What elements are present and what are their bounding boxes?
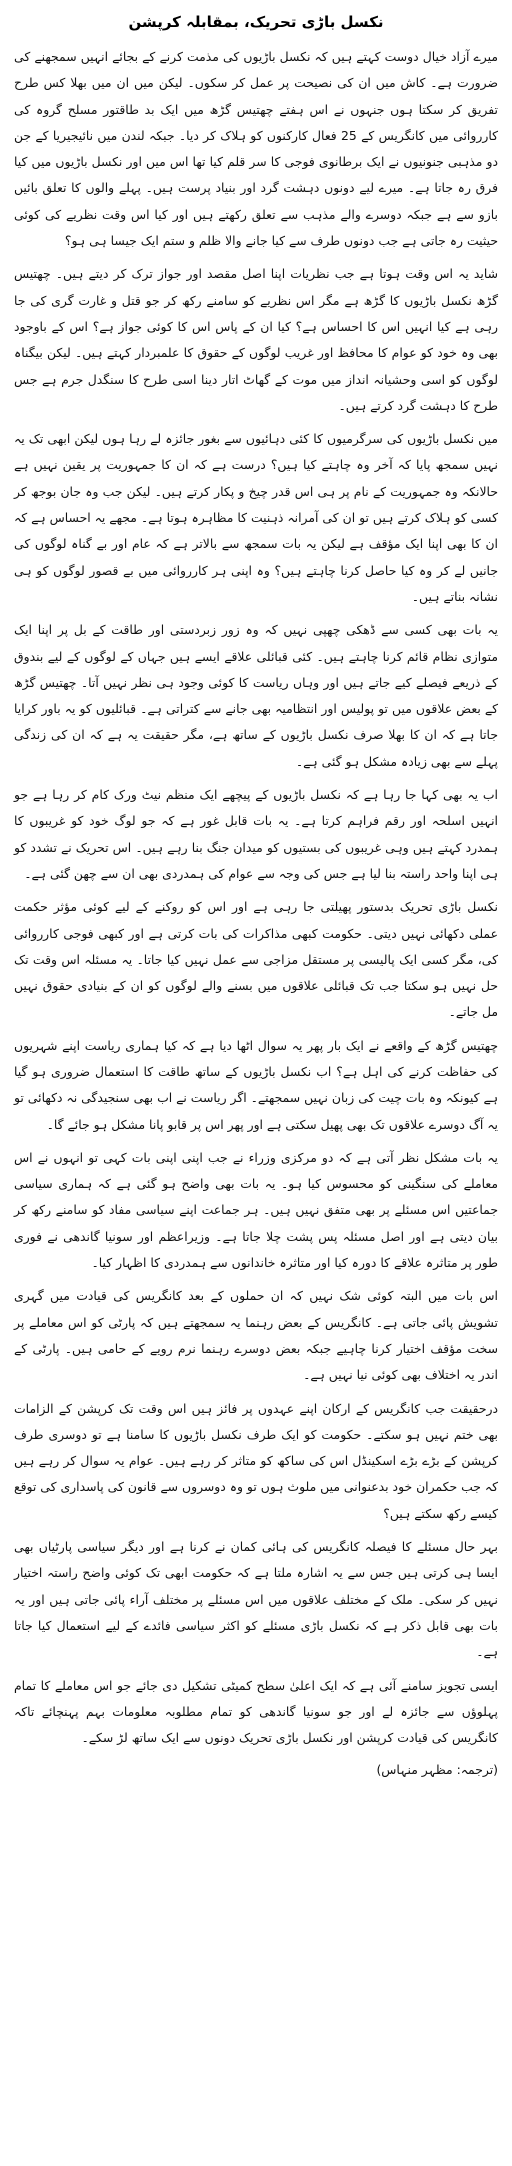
paragraph-6: نکسل باڑی تحریک بدستور پھیلتی جا رہی ہے اور اس کو روکنے کے لیے کوئی مؤثر حکمت عملی دکھائی نہیں دیتی۔ حکومت کبھی مذاکرات کی بات کرتی ہے اور کبھی فوجی کارروائی کی، مگر کسی ایک پالیسی پر مستقل مزاجی سے عمل نہیں کیا جاتا۔ یہ مسئلہ اس وقت تک حل نہیں ہو سکتا جب تک قبائلی علاقوں میں بسنے والے لوگوں کو ان کے بنیادی حقوق نہیں مل جاتے۔ — [14, 899, 498, 1020]
paragraph-3: میں نکسل باڑیوں کی سرگرمیوں کا کئی دہائیوں سے بغور جائزہ لے رہا ہوں لیکن ابھی تک یہ نہیں سمجھ پایا کہ آخر وہ چاہتے کیا ہیں؟ درست ہے کہ ان کا جمہوریت پر یقین نہیں ہے حالانکہ وہ جمہوریت کے نام پر ہی اس قدر چیخ و پکار کرتے ہیں۔ لیکن جب وہ جان بوجھ کر کسی کو ہلاک کرتے ہیں تو ان کی آمرانہ ذہنیت کا مظاہرہ ہوتا ہے۔ مجھے یہ احساس ہے کہ ان کا بھی اپنا ایک مؤقف ہے لیکن یہ بات سمجھ سے بالاتر ہے کہ عام اور بے گناہ لوگوں کی جانیں لے کر وہ کیا حاصل کرنا چاہتے ہیں؟ وہ اپنی ہر کارروائی میں بے قصور لوگوں کو ہی نشانہ بناتے ہیں۔ — [14, 431, 498, 604]
paragraph-12: ایسی تجویز سامنے آئی ہے کہ ایک اعلیٰ سطح کمیٹی تشکیل دی جائے جو اس معاملے کا تمام پہلوؤں سے جائزہ لے اور جو سونیا گاندھی کو تمام مطلوبہ معلومات بہم پہنچائے تاکہ کانگریس کی قیادت کرپشن اور نکسل باڑی تحریک دونوں سے ایک ساتھ لڑ سکے۔ — [14, 1677, 498, 1746]
translator-credit: (ترجمہ: مظہر منہاس) — [376, 1762, 498, 1778]
paragraph-7: چھتیس گڑھ کے واقعے نے ایک بار پھر یہ سوال اٹھا دیا ہے کہ کیا ہماری ریاست اپنے شہریوں کی حفاظت کرنے کی اہل ہے؟ اب نکسل باڑیوں کے ساتھ طاقت کا استعمال ضروری ہو گیا ہے کیونکہ وہ بات چیت کی زبان نہیں سمجھتے۔ اگر ریاست نے اب بھی سنجیدگی نہ دکھائی تو یہ آگ دوسرے علاقوں تک بھی پھیل سکتی ہے اور پھر اس پر قابو پانا مشکل ہو جائے گا۔ — [14, 1037, 498, 1132]
article-title: نکسل باڑی تحریک، بمقابلہ کرپشن — [128, 13, 384, 31]
paragraph-8: یہ بات مشکل نظر آتی ہے کہ دو مرکزی وزراء نے جب اپنی اپنی بات کہی تو انہوں نے اس معاملے کی سنگینی کو محسوس کیا ہو۔ یہ بات بھی واضح ہو گئی ہے کہ ہماری سیاسی جماعتیں اس مسئلے پر بھی متفق نہیں ہیں۔ ہر جماعت اپنے سیاسی مفاد کو سامنے رکھ کر بیان دیتی ہے اور اصل مسئلہ پس پشت چلا جاتا ہے۔ وزیراعظم اور سونیا گاندھی نے فوری طور پر متاثرہ علاقے کا دورہ کیا اور متاثرہ خاندانوں سے ہمدردی کا اظہار کیا۔ — [14, 1149, 498, 1271]
paragraph-11: بہر حال مسئلے کا فیصلہ کانگریس کی ہائی کمان نے کرنا ہے اور دیگر سیاسی پارٹیاں بھی ایسا ہی کرتی ہیں جس سے یہ اشارہ ملتا ہے کہ حکومت ابھی تک کوئی واضح راستہ اختیار نہیں کر سکی۔ ملک کے مختلف علاقوں میں اس مسئلے پر مختلف آراء پائی جاتی ہیں اور یہ بات بھی قابل ذکر ہے کہ نکسل باڑی مسئلے کو اکثر سیاسی فائدے کے لیے استعمال کیا جاتا ہے۔ — [14, 1539, 498, 1660]
paragraph-5: اب یہ بھی کہا جا رہا ہے کہ نکسل باڑیوں کے پیچھے ایک منظم نیٹ ورک کام کر رہا ہے جو انہیں اسلحہ اور رقم فراہم کرتا ہے۔ یہ بات قابل غور ہے کہ جو لوگ خود کو غریبوں کا ہمدرد کہتے ہیں وہی غریبوں کی بستیوں کو میدان جنگ بنا رہے ہیں۔ اس تحریک نے تشدد کو ہی اپنا واحد راستہ بنا لیا ہے جس کی وجہ سے عوام کی ہمدردی بھی ان سے چھن گئی ہے۔ — [14, 787, 498, 881]
paragraph-2: شاید یہ اس وقت ہوتا ہے جب نظریات اپنا اصل مقصد اور جواز ترک کر دیتے ہیں۔ چھتیس گڑھ نکسل باڑیوں کا گڑھ ہے مگر اس نظریے کو سامنے رکھ کر جو قتل و غارت گری کی جا رہی ہے کیا انہیں اس کا احساس ہے؟ کیا ان کے پاس اس کا کوئی جواز ہے؟ اس کے باوجود بھی وہ خود کو عوام کا محافظ اور غریب لوگوں کے حقوق کا علمبردار کہتے ہیں۔ لیکن بیگناہ لوگوں کو اسی وحشیانہ انداز میں موت کے گھاٹ اتار دینا اسی طرح کا سنگدل جرم ہے جس طرح کا دہشت گرد کرتے ہیں۔ — [14, 266, 498, 413]
paragraph-10: درحقیقت جب کانگریس کے ارکان اپنے عہدوں پر فائز ہیں اس وقت تک کرپشن کے الزامات بھی ختم نہیں ہو سکتے۔ حکومت کو ایک طرف نکسل باڑیوں کا سامنا ہے تو دوسری طرف کرپشن کے بڑے بڑے اسکینڈل اس کی ساکھ کو متاثر کر رہے ہیں۔ عوام یہ سوال کر رہے ہیں کہ جب حکمران خود بدعنوانی میں ملوث ہوں تو وہ دوسروں سے قانون کی پاسداری کی توقع کیسے رکھ سکتے ہیں؟ — [14, 1400, 498, 1521]
paragraph-1: میرے آزاد خیال دوست کہتے ہیں کہ نکسل باڑیوں کی مذمت کرنے کے بجائے انہیں سمجھنے کی ضرورت ہے۔ کاش میں ان کی نصیحت پر عمل کر سکوں۔ لیکن میں ان میں بھلا کس طرح تفریق کر سکتا ہوں جنہوں نے اس ہفتے چھتیس گڑھ میں ایک بد طاقتور مسلح گروہ کی کارروائی میں کانگریس کے 25 فعال کارکنوں کو ہلاک کر دیا۔ جبکہ لندن میں نائیجیریا کے جن دو مذہبی جنونیوں نے ایک برطانوی فوجی کا سر قلم کیا تھا اس میں اور نکسل باڑیوں میں کیا فرق رہ جاتا ہے۔ میرے لیے دونوں دہشت گرد اور بنیاد پرست ہیں۔ پہلے والوں کا تعلق بائیں بازو سے ہے جبکہ دوسرے والے مذہب سے تعلق رکھتے ہیں اور کیا اس وقت نظریے کی کوئی حیثیت رہ جاتی ہے جب دونوں طرف سے کیا جانے والا ظلم و ستم ایک جیسا ہی ہو؟ — [14, 49, 498, 249]
paragraph-9: اس بات میں البتہ کوئی شک نہیں کہ ان حملوں کے بعد کانگریس کی قیادت میں گہری تشویش پائی جاتی ہے۔ کانگریس کے بعض رہنما یہ سمجھتے ہیں کہ پارٹی کو اس معاملے پر سخت مؤقف اختیار کرنا چاہیے جبکہ بعض دوسرے رہنما نرم رویے کے حامی ہیں۔ پارٹی کے اندر یہ اختلاف بھی کوئی نیا نہیں ہے۔ — [14, 1288, 498, 1383]
paragraph-4: یہ بات بھی کسی سے ڈھکی چھپی نہیں کہ وہ زور زبردستی اور طاقت کے بل پر اپنا ایک متوازی نظام قائم کرنا چاہتے ہیں۔ کئی قبائلی علاقے ایسے ہیں جہاں کے لوگوں کے لیے بندوق کے ذریعے فیصلے کیے جاتے ہیں اور وہاں ریاست کا کوئی وجود ہی نظر نہیں آتا۔ چھتیس گڑھ کے بعض علاقوں میں تو پولیس اور انتظامیہ بھی جانے سے کتراتی ہے۔ قبائلیوں کو یہ باور کرایا جاتا ہے کہ ان کا بھلا صرف نکسل باڑیوں کے ساتھ ہے، مگر حقیقت یہ ہے کہ ان کی زندگی پہلے سے بھی زیادہ مشکل ہو گئی ہے۔ — [14, 622, 498, 769]
